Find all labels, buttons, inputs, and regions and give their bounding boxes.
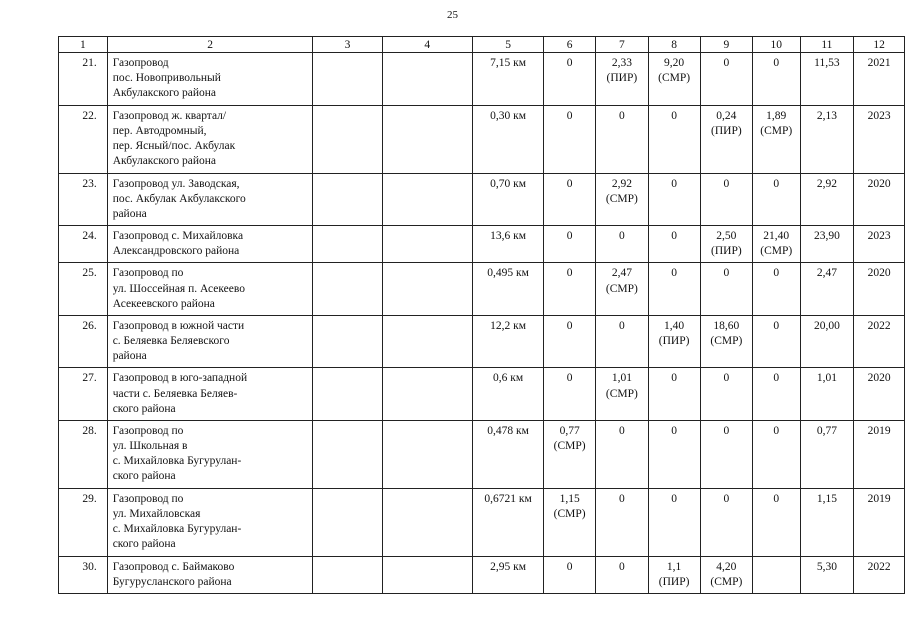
total-value: 0,77 [800, 420, 854, 488]
year-value: 2020 [854, 368, 905, 421]
funding-c6-cell [544, 53, 596, 106]
object-name-line: части с. Беляевка Беляев- [112, 387, 238, 400]
header-cell: 2 [107, 37, 313, 53]
object-name-line: Газопровод [112, 57, 169, 69]
funding-value: 0 [773, 177, 780, 190]
object-name-line: Александровского района [112, 245, 240, 258]
funding-c9-cell [700, 556, 752, 593]
column-3-cell [313, 556, 382, 593]
funding-value: 0 [619, 109, 625, 122]
object-name-line: пос. Акбулак Акбулакского [112, 192, 246, 205]
funding-value: 2,33 [611, 57, 632, 69]
object-name-line: ского района [112, 470, 176, 483]
column-3-cell [313, 315, 382, 368]
funding-value: 0 [619, 424, 625, 437]
funding-c10-cell [752, 105, 800, 173]
funding-c8-cell [648, 53, 700, 106]
column-3-cell [313, 226, 382, 263]
header-cell: 5 [473, 37, 544, 53]
pipeline-length: 0,70 км [473, 173, 544, 226]
funding-c8-cell [648, 173, 700, 226]
funding-c8-cell [648, 263, 700, 316]
column-3-cell [313, 53, 382, 106]
funding-value: 0 [671, 372, 677, 385]
funding-stage: (СМР) [658, 72, 691, 85]
total-value: 1,15 [800, 488, 854, 556]
funding-value: 0 [566, 230, 573, 243]
column-3-cell [313, 420, 382, 488]
funding-c9-cell [700, 315, 752, 368]
funding-stage: (СМР) [710, 335, 743, 348]
header-cell: 1 [59, 37, 108, 53]
pipeline-length: 0,495 км [473, 263, 544, 316]
object-name [107, 263, 313, 316]
funding-c9-cell [700, 226, 752, 263]
object-name-line: ул. Шоссейная п. Асекеево [112, 282, 245, 295]
table-row [59, 263, 905, 316]
column-4-cell [382, 105, 473, 173]
table-row [59, 368, 905, 421]
object-name-line: Газопровод ул. Заводская, [112, 177, 240, 190]
total-value: 2,13 [800, 105, 854, 173]
table-row [59, 53, 905, 106]
funding-value: 0 [566, 57, 573, 69]
pipeline-length: 13,6 км [473, 226, 544, 263]
year-value: 2023 [854, 226, 905, 263]
funding-value: 0 [723, 372, 730, 385]
column-4-cell [382, 173, 473, 226]
page-number: 25 [447, 9, 458, 21]
column-4-cell [382, 488, 473, 556]
object-name-line: района [112, 207, 147, 220]
funding-value: 0 [566, 109, 573, 122]
object-name [107, 315, 313, 368]
pipeline-length: 2,95 км [473, 556, 544, 593]
column-4-cell [382, 226, 473, 263]
total-value: 23,90 [800, 226, 854, 263]
object-name-line: Газопровод ж. квартал/ [112, 109, 227, 122]
year-value: 2021 [854, 53, 905, 106]
funding-value: 18,60 [713, 319, 740, 332]
object-name-line: с. Михайловка Бугурулан- [112, 455, 242, 468]
funding-value: 0 [566, 319, 573, 332]
funding-value: 0 [619, 319, 625, 332]
funding-value: 1,01 [611, 372, 632, 385]
funding-value: 0 [566, 560, 573, 573]
column-3-cell [313, 488, 382, 556]
column-4-cell [382, 420, 473, 488]
year-value: 2019 [854, 420, 905, 488]
object-name [107, 488, 313, 556]
total-value: 2,47 [800, 263, 854, 316]
funding-c7-cell [596, 556, 648, 593]
object-name [107, 173, 313, 226]
pipeline-length: 0,6 км [473, 368, 544, 421]
funding-value: 0 [723, 424, 730, 437]
object-name-line: Газопровод в юго-западной [112, 372, 248, 385]
year-value: 2022 [854, 556, 905, 593]
object-name-line: ул. Школьная в [112, 440, 188, 453]
funding-value: 0 [773, 319, 780, 332]
row-number: 28. [59, 420, 108, 488]
object-name [107, 420, 313, 488]
funding-c9-cell [700, 173, 752, 226]
object-name-line: Газопровод с. Михайловка [112, 230, 244, 243]
table-row [59, 173, 905, 226]
column-4-cell [382, 53, 473, 106]
funding-stage: (ПИР) [658, 576, 690, 589]
funding-value: 0 [619, 492, 625, 505]
object-name-line: Акбулакского района [112, 155, 217, 168]
year-value: 2020 [854, 263, 905, 316]
funding-value: 1,40 [664, 319, 685, 332]
funding-value: 2,47 [611, 267, 632, 280]
funding-value: 4,20 [716, 560, 737, 573]
object-name-line: ул. Михайловская [112, 508, 201, 521]
funding-c8-cell [648, 420, 700, 488]
row-number: 27. [59, 368, 108, 421]
object-name-line: Газопровод по [112, 492, 184, 505]
header-cell: 3 [313, 37, 382, 53]
funding-stage: (СМР) [760, 245, 793, 258]
funding-c6-cell [544, 488, 596, 556]
object-name [107, 105, 313, 173]
total-value: 2,92 [800, 173, 854, 226]
funding-c10-cell [752, 53, 800, 106]
funding-c9-cell [700, 53, 752, 106]
funding-value: 0 [671, 424, 677, 437]
funding-c10-cell [752, 488, 800, 556]
funding-c8-cell [648, 226, 700, 263]
year-value: 2023 [854, 105, 905, 173]
funding-value: 0 [671, 267, 677, 280]
funding-value: 0 [773, 57, 780, 69]
funding-c6-cell [544, 368, 596, 421]
funding-c9-cell [700, 420, 752, 488]
funding-c7-cell [596, 53, 648, 106]
object-name-line: пер. Автодромный, [112, 124, 207, 137]
funding-stage: (ПИР) [606, 72, 638, 85]
funding-value: 0 [773, 372, 780, 385]
column-4-cell [382, 263, 473, 316]
funding-c10-cell [752, 173, 800, 226]
row-number: 25. [59, 263, 108, 316]
object-name-line: с. Михайловка Бугурулан- [112, 523, 242, 536]
funding-c7-cell [596, 315, 648, 368]
total-value: 11,53 [800, 53, 854, 106]
row-number: 26. [59, 315, 108, 368]
funding-c7-cell [596, 488, 648, 556]
funding-c7-cell [596, 105, 648, 173]
funding-value: 0 [723, 492, 730, 505]
header-cell: 10 [752, 37, 800, 53]
funding-c8-cell [648, 105, 700, 173]
object-name-line: пер. Ясный/пос. Акбулак [112, 139, 236, 152]
funding-c7-cell [596, 263, 648, 316]
header-cell: 8 [648, 37, 700, 53]
funding-c8-cell [648, 488, 700, 556]
funding-stage: (ПИР) [658, 335, 690, 348]
object-name-line: ского района [112, 402, 176, 415]
funding-c7-cell [596, 420, 648, 488]
column-4-cell [382, 315, 473, 368]
object-name-line: пос. Новопривольный [112, 72, 221, 85]
funding-value: 9,20 [664, 57, 685, 69]
funding-stage: (СМР) [553, 508, 586, 521]
funding-value: 0 [619, 560, 625, 573]
funding-value: 0 [671, 109, 677, 122]
funding-c10-cell [752, 226, 800, 263]
table-row [59, 226, 905, 263]
row-number: 30. [59, 556, 108, 593]
funding-stage: (СМР) [605, 387, 638, 400]
column-4-cell [382, 368, 473, 421]
funding-value: 0 [773, 267, 780, 280]
column-3-cell [313, 263, 382, 316]
funding-value: 1,15 [559, 492, 580, 505]
year-value: 2020 [854, 173, 905, 226]
year-value: 2019 [854, 488, 905, 556]
object-name-line: Асекеевского района [112, 297, 215, 310]
funding-c6-cell [544, 173, 596, 226]
funding-value: 21,40 [763, 230, 790, 243]
object-name-line: Газопровод по [112, 267, 184, 280]
funding-c9-cell [700, 105, 752, 173]
funding-value: 0 [671, 230, 677, 243]
column-3-cell [313, 173, 382, 226]
funding-value: 0,77 [559, 424, 580, 437]
funding-value: 1,1 [666, 560, 682, 573]
funding-value: 2,92 [611, 177, 632, 190]
total-value: 20,00 [800, 315, 854, 368]
table-row [59, 105, 905, 173]
header-cell: 4 [382, 37, 473, 53]
funding-c7-cell [596, 226, 648, 263]
funding-value: 0 [619, 230, 625, 243]
total-value: 1,01 [800, 368, 854, 421]
gas-pipeline-table [58, 36, 905, 594]
funding-value: 0 [671, 177, 677, 190]
funding-c8-cell [648, 315, 700, 368]
table-row [59, 488, 905, 556]
pipeline-length: 0,30 км [473, 105, 544, 173]
column-3-cell [313, 368, 382, 421]
object-name-line: с. Беляевка Беляевского [112, 335, 230, 348]
total-value: 5,30 [800, 556, 854, 593]
funding-c6-cell [544, 315, 596, 368]
funding-stage: (СМР) [605, 192, 638, 205]
funding-value: 0 [671, 492, 677, 505]
table-row [59, 556, 905, 593]
funding-c9-cell [700, 488, 752, 556]
funding-stage: (ПИР) [711, 124, 742, 137]
funding-c7-cell [596, 368, 648, 421]
funding-value: 1,89 [766, 109, 787, 122]
funding-c6-cell [544, 263, 596, 316]
funding-stage: (СМР) [605, 282, 638, 295]
funding-c7-cell [596, 173, 648, 226]
pipeline-length: 7,15 км [473, 53, 544, 106]
year-value: 2022 [854, 315, 905, 368]
funding-value: 2,50 [716, 230, 737, 243]
funding-stage: (СМР) [553, 440, 586, 453]
funding-stage: (ПИР) [711, 245, 742, 258]
pipeline-length: 0,6721 км [473, 488, 544, 556]
funding-value: 0 [566, 267, 573, 280]
funding-c10-cell [752, 315, 800, 368]
row-number: 21. [59, 53, 108, 106]
table-body [59, 53, 905, 594]
funding-c6-cell [544, 556, 596, 593]
table-row [59, 420, 905, 488]
header-cell: 9 [700, 37, 752, 53]
funding-value: 0 [773, 492, 780, 505]
pipeline-length: 0,478 км [473, 420, 544, 488]
table-row [59, 315, 905, 368]
funding-c6-cell [544, 420, 596, 488]
object-name-line: Акбулакского района [112, 87, 217, 100]
object-name-line: Газопровод в южной части [112, 319, 245, 332]
funding-value: 0,24 [716, 109, 737, 122]
header-cell: 12 [854, 37, 905, 53]
funding-c10-cell [752, 420, 800, 488]
funding-value: 0 [773, 424, 780, 437]
funding-value: 0 [723, 57, 730, 69]
funding-stage: (СМР) [710, 576, 743, 589]
funding-value: 0 [723, 267, 730, 280]
header-cell: 7 [596, 37, 648, 53]
row-number: 22. [59, 105, 108, 173]
funding-c10-cell [752, 263, 800, 316]
object-name [107, 556, 313, 593]
funding-c10-cell [752, 368, 800, 421]
funding-stage: (СМР) [760, 124, 793, 137]
object-name-line: Газопровод по [112, 424, 184, 437]
pipeline-length: 12,2 км [473, 315, 544, 368]
object-name [107, 53, 313, 106]
object-name [107, 226, 313, 263]
object-name-line: Бугурусланского района [112, 576, 232, 589]
object-name-line: ского района [112, 538, 176, 551]
funding-c10-cell [752, 556, 800, 593]
funding-c8-cell [648, 368, 700, 421]
object-name-line: Газопровод с. Баймаково [112, 560, 235, 573]
funding-c8-cell [648, 556, 700, 593]
funding-value: 0 [723, 177, 730, 190]
funding-c9-cell [700, 263, 752, 316]
object-name [107, 368, 313, 421]
funding-c6-cell [544, 226, 596, 263]
row-number: 29. [59, 488, 108, 556]
object-name-line: района [112, 350, 147, 363]
column-4-cell [382, 556, 473, 593]
header-cell: 11 [800, 37, 854, 53]
funding-c6-cell [544, 105, 596, 173]
funding-value: 0 [566, 177, 573, 190]
row-number: 23. [59, 173, 108, 226]
funding-c9-cell [700, 368, 752, 421]
header-cell: 6 [544, 37, 596, 53]
funding-value: 0 [566, 372, 573, 385]
header-row [59, 37, 905, 53]
row-number: 24. [59, 226, 108, 263]
column-3-cell [313, 105, 382, 173]
